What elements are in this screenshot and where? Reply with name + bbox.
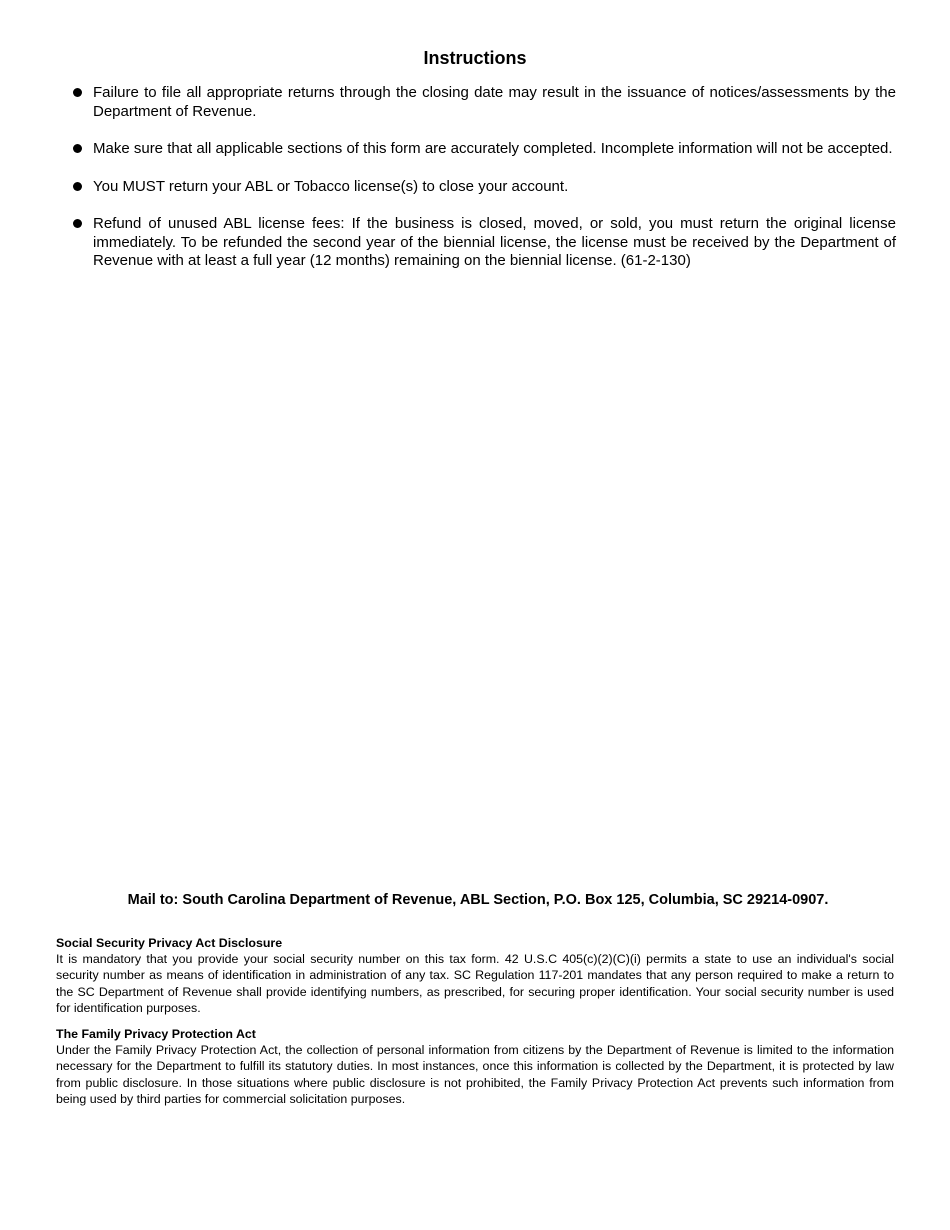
family-privacy-heading: The Family Privacy Protection Act xyxy=(56,1027,256,1041)
social-security-body: It is mandatory that you provide your social security number on this tax form. 42 U.S.C 405(c)(2)(C)(i) permits a state to use an individual's social security number as means of identification in administration of any tax. SC Regulation 117-201 mandates that any person required to make a return to the SC Department of Revenue shall provide identifying numbers, as prescribed, for securing proper identification. Your social security number is used for identification purposes. xyxy=(56,952,894,1015)
instructions-list xyxy=(72,84,896,290)
page-title: Instructions xyxy=(423,48,527,68)
family-privacy-body: Under the Family Privacy Protection Act, the collection of personal information from citizens by the Department of Revenue is limited to the information necessary for the Department to fulfill its statutory duties. In most instances, once this information is collected by the Department, it is protected by law from public disclosure. In those situations where public disclosure is not prohibited, the Family Privacy Protection Act prevents such information from being used by third parties for commercial solicitation purposes. xyxy=(56,1043,894,1106)
bullet-icon xyxy=(73,144,82,153)
bullet-icon xyxy=(73,88,82,97)
family-privacy-disclosure xyxy=(56,1026,894,1107)
instruction-item-return-license xyxy=(72,178,896,197)
mailing-address: Mail to: South Carolina Department of Revenue, ABL Section, P.O. Box 125, Columbia, SC 29214-0907. xyxy=(127,892,829,908)
instruction-item-closing-date xyxy=(72,84,896,121)
instruction-text: Refund of unused ABL license fees: If the business is closed, moved, or sold, you must return the original license immediately. To be refunded the second year of the biennial license, the license must be received by the Department of Revenue with at least a full year (12 months) remaining on the biennial license. (61-2-130) xyxy=(93,215,896,269)
instruction-text: Failure to file all appropriate returns through the closing date may result in the issuance of notices/assessments by the Department of Revenue. xyxy=(93,84,896,120)
social-security-disclosure xyxy=(56,935,894,1016)
instruction-text: You MUST return your ABL or Tobacco license(s) to close your account. xyxy=(93,177,569,195)
instruction-text: Make sure that all applicable sections of this form are accurately completed. Incomplete information will not be accepted. xyxy=(93,140,893,157)
bullet-icon xyxy=(73,219,82,228)
bullet-icon xyxy=(73,182,82,191)
instruction-item-complete-sections xyxy=(72,140,896,159)
instruction-item-refund xyxy=(72,215,896,271)
social-security-heading: Social Security Privacy Act Disclosure xyxy=(56,936,283,950)
